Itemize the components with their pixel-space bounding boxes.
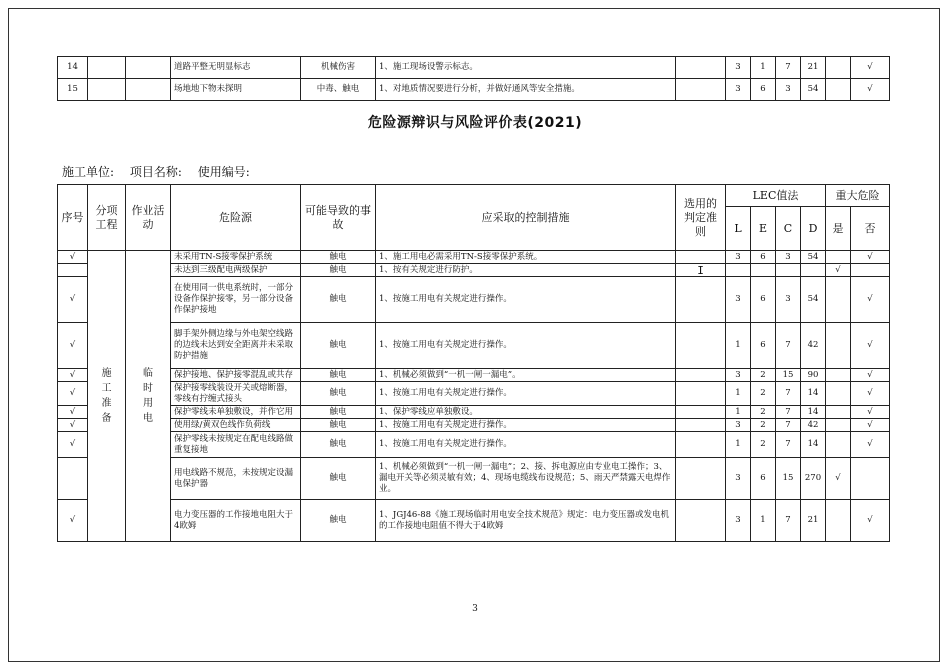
header-hazard: 危险源 — [171, 185, 301, 251]
header-no-col: 否 — [851, 207, 890, 251]
major-yes: √ — [826, 458, 851, 500]
hazard-cell: 未采用TN-S接零保护系统 — [171, 251, 301, 264]
C-value: 7 — [776, 382, 801, 406]
activity-cell — [126, 57, 171, 79]
major-yes — [826, 406, 851, 419]
row-number — [58, 264, 88, 277]
major-no — [851, 264, 890, 277]
D-value: 270 — [801, 458, 826, 500]
header-major: 重大危险 — [826, 185, 890, 207]
header-L: L — [726, 207, 751, 251]
measure-cell: 1、机械必须做到“一机一闸一漏电”；2、接、拆电源应由专业电工操作；3、漏电开关等必须灵敏有效；4、现场电缆线布设规范；5、雨天严禁露天电焊作业。 — [376, 458, 676, 500]
row-number: √ — [58, 251, 88, 264]
D-value: 54 — [801, 251, 826, 264]
judge-cell: I — [676, 264, 726, 277]
major-no — [851, 458, 890, 500]
E-value: 2 — [751, 369, 776, 382]
hazard-cell: 电力变压器的工作接地电阻大于4欧姆 — [171, 500, 301, 542]
header-no: 序号 — [58, 185, 88, 251]
major-no: √ — [851, 251, 890, 264]
C-value: 15 — [776, 369, 801, 382]
L-value: 3 — [726, 79, 751, 101]
continuation-table — [57, 56, 890, 101]
C-value: 7 — [776, 419, 801, 432]
C-value: 15 — [776, 458, 801, 500]
accident-cell: 触电 — [301, 406, 376, 419]
measure-cell: 1、按施工用电有关规定进行操作。 — [376, 382, 676, 406]
major-yes — [826, 57, 851, 79]
header-D: D — [801, 207, 826, 251]
major-yes — [826, 369, 851, 382]
row-number: √ — [58, 432, 88, 458]
D-value: 21 — [801, 57, 826, 79]
E-value: 6 — [751, 458, 776, 500]
measure-cell: 1、保护零线应单独敷设。 — [376, 406, 676, 419]
hazard-cell: 使用绿/黄双色线作负荷线 — [171, 419, 301, 432]
table-row — [58, 406, 890, 419]
info-line — [62, 163, 262, 180]
judge-cell — [676, 277, 726, 323]
E-value: 1 — [751, 500, 776, 542]
accident-cell: 触电 — [301, 419, 376, 432]
L-value: 1 — [726, 406, 751, 419]
judge-cell — [676, 369, 726, 382]
measure-cell: 1、机械必须做到“一机一闸一漏电”。 — [376, 369, 676, 382]
C-value: 7 — [776, 432, 801, 458]
judge-cell — [676, 323, 726, 369]
accident-cell: 触电 — [301, 277, 376, 323]
hazard-cell: 用电线路不规范，未按规定设漏电保护器 — [171, 458, 301, 500]
L-value: 1 — [726, 432, 751, 458]
measure-cell: 1、对地质情况要进行分析，并做好通风等安全措施。 — [376, 79, 676, 101]
page-number: 3 — [472, 604, 478, 614]
major-no: √ — [851, 406, 890, 419]
L-value: 3 — [726, 369, 751, 382]
row-number: √ — [58, 419, 88, 432]
table-row — [58, 369, 890, 382]
section-cell: 施 工 准 备 — [88, 251, 126, 542]
C-value: 3 — [776, 277, 801, 323]
accident-cell: 触电 — [301, 432, 376, 458]
L-value: 3 — [726, 251, 751, 264]
accident-cell: 触电 — [301, 369, 376, 382]
L-value: 3 — [726, 277, 751, 323]
measure-cell: 1、按施工用电有关规定进行操作。 — [376, 277, 676, 323]
table-row — [58, 500, 890, 542]
table-row — [58, 323, 890, 369]
D-value: 90 — [801, 369, 826, 382]
D-value: 14 — [801, 432, 826, 458]
major-no: √ — [851, 432, 890, 458]
judge-cell — [676, 458, 726, 500]
header-E: E — [751, 207, 776, 251]
D-value: 21 — [801, 500, 826, 542]
major-no: √ — [851, 79, 890, 101]
E-value: 2 — [751, 419, 776, 432]
major-yes — [826, 323, 851, 369]
D-value: 14 — [801, 406, 826, 419]
L-value: 1 — [726, 382, 751, 406]
section-cell — [88, 79, 126, 101]
hazard-cell: 场地地下物未探明 — [171, 79, 301, 101]
table-row — [58, 382, 890, 406]
L-value: 3 — [726, 419, 751, 432]
table-row — [58, 419, 890, 432]
C-value: 3 — [776, 79, 801, 101]
E-value: 2 — [751, 382, 776, 406]
section-cell — [88, 57, 126, 79]
E-value: 6 — [751, 323, 776, 369]
table-row — [58, 264, 890, 277]
header-accident: 可能导致的事故 — [301, 185, 376, 251]
E-value: 1 — [751, 57, 776, 79]
judge-cell — [676, 251, 726, 264]
E-value: 6 — [751, 251, 776, 264]
unit-label: 施工单位: — [62, 165, 115, 179]
E-value: 2 — [751, 432, 776, 458]
hazard-cell: 道路平整无明显标志 — [171, 57, 301, 79]
header-lec: LEC值法 — [726, 185, 826, 207]
row-number: √ — [58, 500, 88, 542]
row-number: 15 — [58, 79, 88, 101]
major-yes: √ — [826, 264, 851, 277]
hazard-cell: 在使用同一供电系统时，一部分设备作保护接零，另一部分设备作保护接地 — [171, 277, 301, 323]
C-value: 7 — [776, 57, 801, 79]
table-row — [58, 251, 890, 264]
accident-cell: 触电 — [301, 458, 376, 500]
L-value — [726, 264, 751, 277]
accident-cell: 触电 — [301, 323, 376, 369]
major-no: √ — [851, 500, 890, 542]
row-number: √ — [58, 382, 88, 406]
header-section: 分项工程 — [88, 185, 126, 251]
row-number: √ — [58, 323, 88, 369]
risk-table — [57, 184, 890, 542]
C-value: 7 — [776, 500, 801, 542]
measure-cell: 1、按施工用电有关规定进行操作。 — [376, 323, 676, 369]
major-no: √ — [851, 277, 890, 323]
code-label: 使用编号: — [197, 165, 250, 179]
row-number: √ — [58, 406, 88, 419]
hazard-cell: 保护零线未按规定在配电线路做重复接地 — [171, 432, 301, 458]
header-judge: 选用的判定准则 — [676, 185, 726, 251]
project-label: 项目名称: — [129, 165, 182, 179]
D-value — [801, 264, 826, 277]
accident-cell: 中毒、触电 — [301, 79, 376, 101]
accident-cell: 触电 — [301, 251, 376, 264]
accident-cell: 触电 — [301, 382, 376, 406]
table-row — [58, 277, 890, 323]
hazard-cell: 脚手架外侧边缘与外电架空线路的边线未达到安全距离并未采取防护措施 — [171, 323, 301, 369]
major-yes — [826, 251, 851, 264]
table-row — [58, 432, 890, 458]
header-yes: 是 — [826, 207, 851, 251]
header-activity: 作业活动 — [126, 185, 171, 251]
E-value: 6 — [751, 79, 776, 101]
C-value: 7 — [776, 406, 801, 419]
D-value: 54 — [801, 277, 826, 323]
hazard-cell: 保护接地、保护接零混乱或共存 — [171, 369, 301, 382]
judge-cell — [676, 382, 726, 406]
D-value: 42 — [801, 323, 826, 369]
major-yes — [826, 419, 851, 432]
E-value: 2 — [751, 406, 776, 419]
hazard-cell: 未达到三级配电两级保护 — [171, 264, 301, 277]
judge-cell — [676, 406, 726, 419]
major-yes — [826, 500, 851, 542]
D-value: 42 — [801, 419, 826, 432]
C-value: 7 — [776, 323, 801, 369]
table-row — [58, 458, 890, 500]
L-value: 3 — [726, 57, 751, 79]
judge-cell — [676, 57, 726, 79]
major-yes — [826, 382, 851, 406]
D-value: 14 — [801, 382, 826, 406]
D-value: 54 — [801, 79, 826, 101]
accident-cell: 触电 — [301, 500, 376, 542]
page-title: 危险源辩识与风险评价表(2021) — [367, 115, 583, 131]
major-yes — [826, 432, 851, 458]
row-number: √ — [58, 369, 88, 382]
judge-cell — [676, 500, 726, 542]
row-number: √ — [58, 277, 88, 323]
L-value: 1 — [726, 323, 751, 369]
judge-cell — [676, 79, 726, 101]
header-C: C — [776, 207, 801, 251]
hazard-cell: 保护接零线装设开关或熔断器，零线有拧缠式接头 — [171, 382, 301, 406]
measure-cell: 1、JGJ46-88《施工现场临时用电安全技术规范》规定：电力变压器或发电机的工作接地电阻值不得大于4欧姆 — [376, 500, 676, 542]
E-value: 6 — [751, 277, 776, 323]
table-row — [58, 57, 890, 79]
measure-cell: 1、施工用电必需采用TN-S接零保护系统。 — [376, 251, 676, 264]
C-value: 3 — [776, 251, 801, 264]
major-yes — [826, 79, 851, 101]
accident-cell: 触电 — [301, 264, 376, 277]
measure-cell: 1、按施工用电有关规定进行操作。 — [376, 432, 676, 458]
header-measure: 应采取的控制措施 — [376, 185, 676, 251]
L-value: 3 — [726, 458, 751, 500]
major-no: √ — [851, 57, 890, 79]
major-no: √ — [851, 382, 890, 406]
C-value — [776, 264, 801, 277]
measure-cell: 1、按有关规定进行防护。 — [376, 264, 676, 277]
judge-cell — [676, 432, 726, 458]
judge-cell — [676, 419, 726, 432]
major-yes — [826, 277, 851, 323]
major-no: √ — [851, 419, 890, 432]
row-number — [58, 458, 88, 500]
measure-cell: 1、按施工用电有关规定进行操作。 — [376, 419, 676, 432]
row-number: 14 — [58, 57, 88, 79]
hazard-cell: 保护零线未单独敷设，并作它用 — [171, 406, 301, 419]
major-no: √ — [851, 323, 890, 369]
major-no: √ — [851, 369, 890, 382]
measure-cell: 1、施工现场设警示标志。 — [376, 57, 676, 79]
activity-cell: 临 时 用 电 — [126, 251, 171, 542]
L-value: 3 — [726, 500, 751, 542]
accident-cell: 机械伤害 — [301, 57, 376, 79]
table-row — [58, 79, 890, 101]
activity-cell — [126, 79, 171, 101]
E-value — [751, 264, 776, 277]
